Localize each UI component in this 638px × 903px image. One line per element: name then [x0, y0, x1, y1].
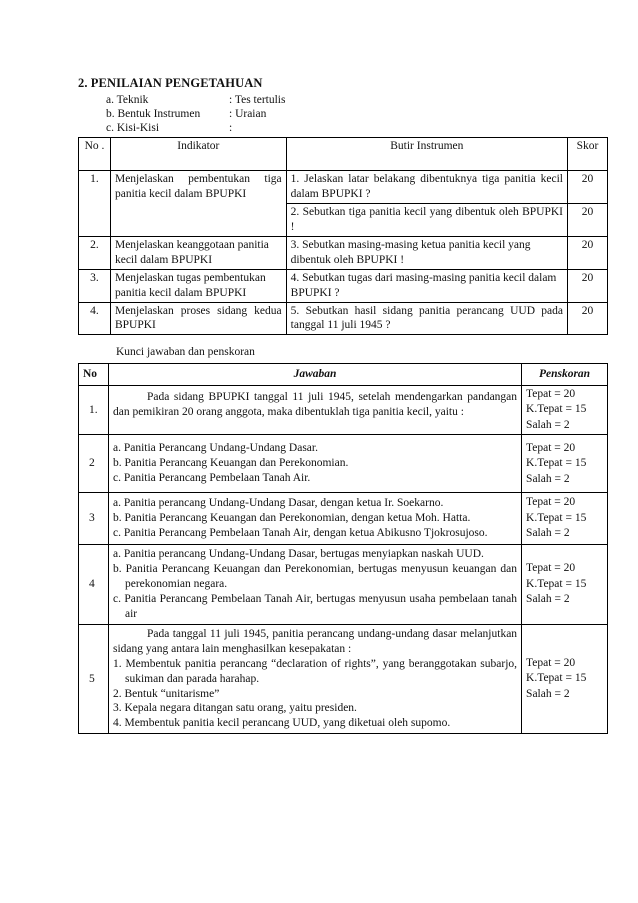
score-salah: Salah = 2 [526, 687, 570, 700]
header-no: No . [79, 138, 111, 171]
kisi-kisi-table [78, 137, 608, 335]
answer-item: 1. Membentuk panitia perancang “declaration of rights”, yang beranggotakan subarjo, sukiman dan parada harahap. [112, 657, 518, 685]
cell-indikator: Menjelaskan pembentukan tiga panitia kecil dalam BPUPKI [110, 171, 286, 237]
meta-value: : [229, 122, 233, 134]
cell-skor: 20 [568, 171, 608, 204]
answer-item: a. Panitia perancang Undang-Undang Dasar, dengan ketua Ir. Soekarno. [112, 497, 444, 510]
cell-jawaban [108, 624, 521, 734]
cell-skor: 20 [568, 302, 608, 335]
answer-item: 3. Kepala negara ditangan satu orang, yaitu presiden. [112, 702, 357, 715]
table-row [79, 236, 608, 269]
answer-item: 2. Bentuk “unitarisme” [112, 687, 220, 700]
table-header-row [79, 138, 608, 171]
answer-item: c. Panitia Perancang Pembelaan Tanah Air, bertugas menyusun usaha pembelaan tanah air [112, 592, 518, 620]
table-row [79, 269, 608, 302]
meta-bentuk [106, 108, 266, 120]
score-salah: Salah = 2 [526, 472, 570, 485]
cell-jawaban [108, 385, 521, 435]
cell-no: 3. [79, 269, 111, 302]
cell-jawaban [108, 545, 521, 625]
table-header-row [79, 364, 608, 386]
meta-label: c. Kisi-Kisi [106, 122, 160, 134]
cell-penskoran [522, 624, 608, 734]
answer-intro: Pada tanggal 11 juli 1945, panitia perancang undang-undang dasar melanjutkan sidang yang antara lain menghasilkan kesepakatan : [112, 627, 518, 655]
score-kurang-tepat: K.Tepat = 15 [526, 511, 587, 524]
score-kurang-tepat: K.Tepat = 15 [526, 672, 587, 685]
cell-skor: 20 [568, 203, 608, 236]
score-tepat: Tepat = 20 [526, 496, 576, 509]
meta-value: : Tes tertulis [229, 94, 286, 106]
cell-no: 1. [79, 385, 109, 435]
meta-label: b. Bentuk Instrumen [106, 108, 201, 120]
header-jawaban: Jawaban [108, 364, 521, 386]
cell-skor: 20 [568, 269, 608, 302]
cell-butir: 3. Sebutkan masing-masing ketua panitia kecil yang dibentuk oleh BPUPKI ! [286, 236, 567, 269]
header-penskoran: Penskoran [522, 364, 608, 386]
cell-no: 2 [79, 435, 109, 493]
score-salah: Salah = 2 [526, 527, 570, 540]
cell-indikator: Menjelaskan proses sidang kedua BPUPKI [110, 302, 286, 335]
cell-penskoran [522, 435, 608, 493]
cell-butir: 2. Sebutkan tiga panitia kecil yang dibentuk oleh BPUPKI ! [286, 203, 567, 236]
score-kurang-tepat: K.Tepat = 15 [526, 577, 587, 590]
cell-no: 3 [79, 493, 109, 545]
score-kurang-tepat: K.Tepat = 15 [526, 457, 587, 470]
header-butir: Butir Instrumen [286, 138, 567, 171]
score-salah: Salah = 2 [526, 593, 570, 606]
answer-item: a. Panitia perancang Undang-Undang Dasar, bertugas menyiapkan naskah UUD. [112, 548, 484, 561]
header-indikator: Indikator [110, 138, 286, 171]
header-skor: Skor [568, 138, 608, 171]
score-tepat: Tepat = 20 [526, 441, 576, 454]
score-tepat: Tepat = 20 [526, 656, 576, 669]
score-salah: Salah = 2 [526, 418, 570, 431]
meta-teknik [106, 94, 285, 106]
cell-indikator: Menjelaskan tugas pembentukan panitia kecil dalam BPUPKI [110, 269, 286, 302]
table-row [79, 435, 608, 493]
kunci-title: Kunci jawaban dan penskoran [116, 346, 255, 358]
answer-item: b. Panitia Perancang Keuangan dan Perekonomian, dengan ketua Moh. Hatta. [112, 512, 471, 525]
table-row [79, 385, 608, 435]
meta-label: a. Teknik [106, 94, 149, 106]
answer-item: b. Panitia Perancang Keuangan dan Perekonomian, bertugas menyusun keuangan dan perekonomian negara. [112, 563, 518, 590]
answer-item: a. Panitia Perancang Undang-Undang Dasar. [112, 442, 318, 455]
cell-jawaban [108, 493, 521, 545]
meta-kisi [106, 122, 232, 134]
header-no: No [79, 364, 109, 386]
table-row [79, 624, 608, 734]
cell-butir: 4. Sebutkan tugas dari masing-masing panitia kecil dalam BPUPKI ? [286, 269, 567, 302]
answer-intro: Pada sidang BPUPKI tanggal 11 juli 1945, setelah mendengarkan pandangan dan pemikiran 20 orang anggota, maka dibentuklah tiga panitia kecil, yaitu : [112, 390, 518, 418]
cell-penskoran [522, 545, 608, 625]
cell-butir: 5. Sebutkan hasil sidang panitia perancang UUD pada tanggal 11 juli 1945 ? [286, 302, 567, 335]
cell-no: 2. [79, 236, 111, 269]
answer-item: b. Panitia Perancang Keuangan dan Perekonomian. [112, 457, 349, 470]
cell-indikator: Menjelaskan keanggotaan panitia kecil dalam BPUPKI [110, 236, 286, 269]
table-row [79, 302, 608, 335]
table-row [79, 171, 608, 204]
cell-no: 1. [79, 171, 111, 237]
answer-item: c. Panitia Perancang Pembelaan Tanah Air, dengan ketua Abikusno Tjokrosujoso. [112, 527, 488, 540]
cell-no: 4 [79, 545, 109, 625]
cell-jawaban [108, 435, 521, 493]
answer-item: 4. Membentuk panitia kecil perancang UUD, yang diketuai oleh supomo. [112, 717, 451, 730]
score-kurang-tepat: K.Tepat = 15 [526, 403, 587, 416]
score-tepat: Tepat = 20 [526, 387, 576, 400]
cell-no: 4. [79, 302, 111, 335]
kunci-jawaban-table [78, 363, 608, 734]
section-title: 2. PENILAIAN PENGETAHUAN [78, 76, 263, 90]
cell-penskoran [522, 493, 608, 545]
cell-butir: 1. Jelaskan latar belakang dibentuknya tiga panitia kecil dalam BPUPKI ? [286, 171, 567, 204]
cell-penskoran [522, 385, 608, 435]
meta-value: : Uraian [229, 108, 267, 120]
answer-item: c. Panitia Perancang Pembelaan Tanah Air. [112, 472, 311, 485]
cell-no: 5 [79, 624, 109, 734]
score-tepat: Tepat = 20 [526, 562, 576, 575]
cell-skor: 20 [568, 236, 608, 269]
table-row [79, 493, 608, 545]
table-row [79, 545, 608, 625]
